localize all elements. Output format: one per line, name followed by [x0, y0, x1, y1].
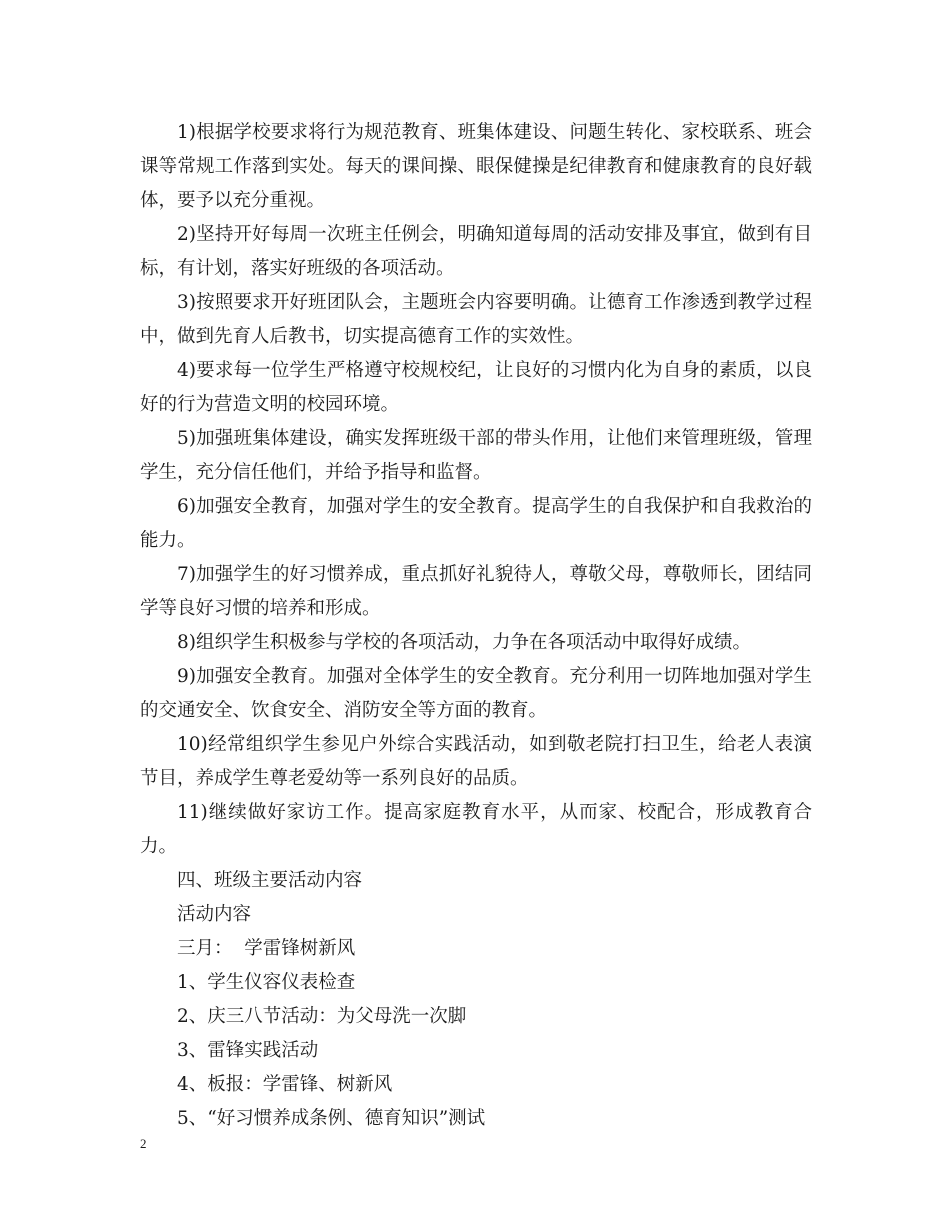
- paragraph-5: 5)加强班集体建设，确实发挥班级干部的带头作用，让他们来管理班级，管理学生，充分信任他们，并给予指导和监督。: [140, 428, 812, 483]
- document-body: [140, 116, 812, 1136]
- paragraph-9: 9)加强安全教育。加强对全体学生的安全教育。充分利用一切阵地加强对学生的交通安全、饮食安全、消防安全等方面的教育。: [140, 666, 812, 721]
- paragraph-11: 11)继续做好家访工作。提高家庭教育水平，从而家、校配合，形成教育合力。: [140, 802, 812, 857]
- paragraph-1: 1)根据学校要求将行为规范教育、班集体建设、问题生转化、家校联系、班会课等常规工作落到实处。每天的课间操、眼保健操是纪律教育和健康教育的良好载体，要予以充分重视。: [140, 122, 812, 211]
- activity-item: 1、学生仪容仪表检查: [177, 972, 356, 993]
- activity-item: 3、雷锋实践活动: [177, 1040, 319, 1061]
- subheading: 活动内容: [177, 904, 252, 925]
- paragraph-3: 3)按照要求开好班团队会，主题班会内容要明确。让德育工作渗透到教学过程中，做到先育人后教书，切实提高德育工作的实效性。: [140, 292, 812, 347]
- paragraph-6: 6)加强安全教育，加强对学生的安全教育。提高学生的自我保护和自我救治的能力。: [140, 496, 812, 551]
- activity-item: 4、板报：学雷锋、树新风: [177, 1074, 393, 1095]
- paragraph-2: 2)坚持开好每周一次班主任例会，明确知道每周的活动安排及事宜，做到有目标，有计划，落实好班级的各项活动。: [140, 224, 812, 279]
- paragraph-10: 10)经常组织学生参见户外综合实践活动，如到敬老院打扫卫生，给老人表演节目，养成学生尊老爱幼等一系列良好的品质。: [140, 734, 812, 789]
- paragraph-8: 8)组织学生积极参与学校的各项活动，力争在各项活动中取得好成绩。: [177, 632, 751, 653]
- section-heading: 四、班级主要活动内容: [177, 870, 363, 891]
- page-number: 2: [140, 1136, 147, 1151]
- paragraph-7: 7)加强学生的好习惯养成，重点抓好礼貌待人，尊敬父母，尊敬师长，团结同学等良好习惯的培养和形成。: [140, 564, 812, 619]
- activity-item: 2、庆三八节活动：为父母洗一次脚: [177, 1006, 467, 1027]
- activity-item: 5、“好习惯养成条例、德育知识”测试: [177, 1108, 486, 1129]
- month-title: 三月： 学雷锋树新风: [177, 938, 356, 959]
- paragraph-4: 4)要求每一位学生严格遵守校规校纪，让良好的习惯内化为自身的素质，以良好的行为营造文明的校园环境。: [140, 360, 812, 415]
